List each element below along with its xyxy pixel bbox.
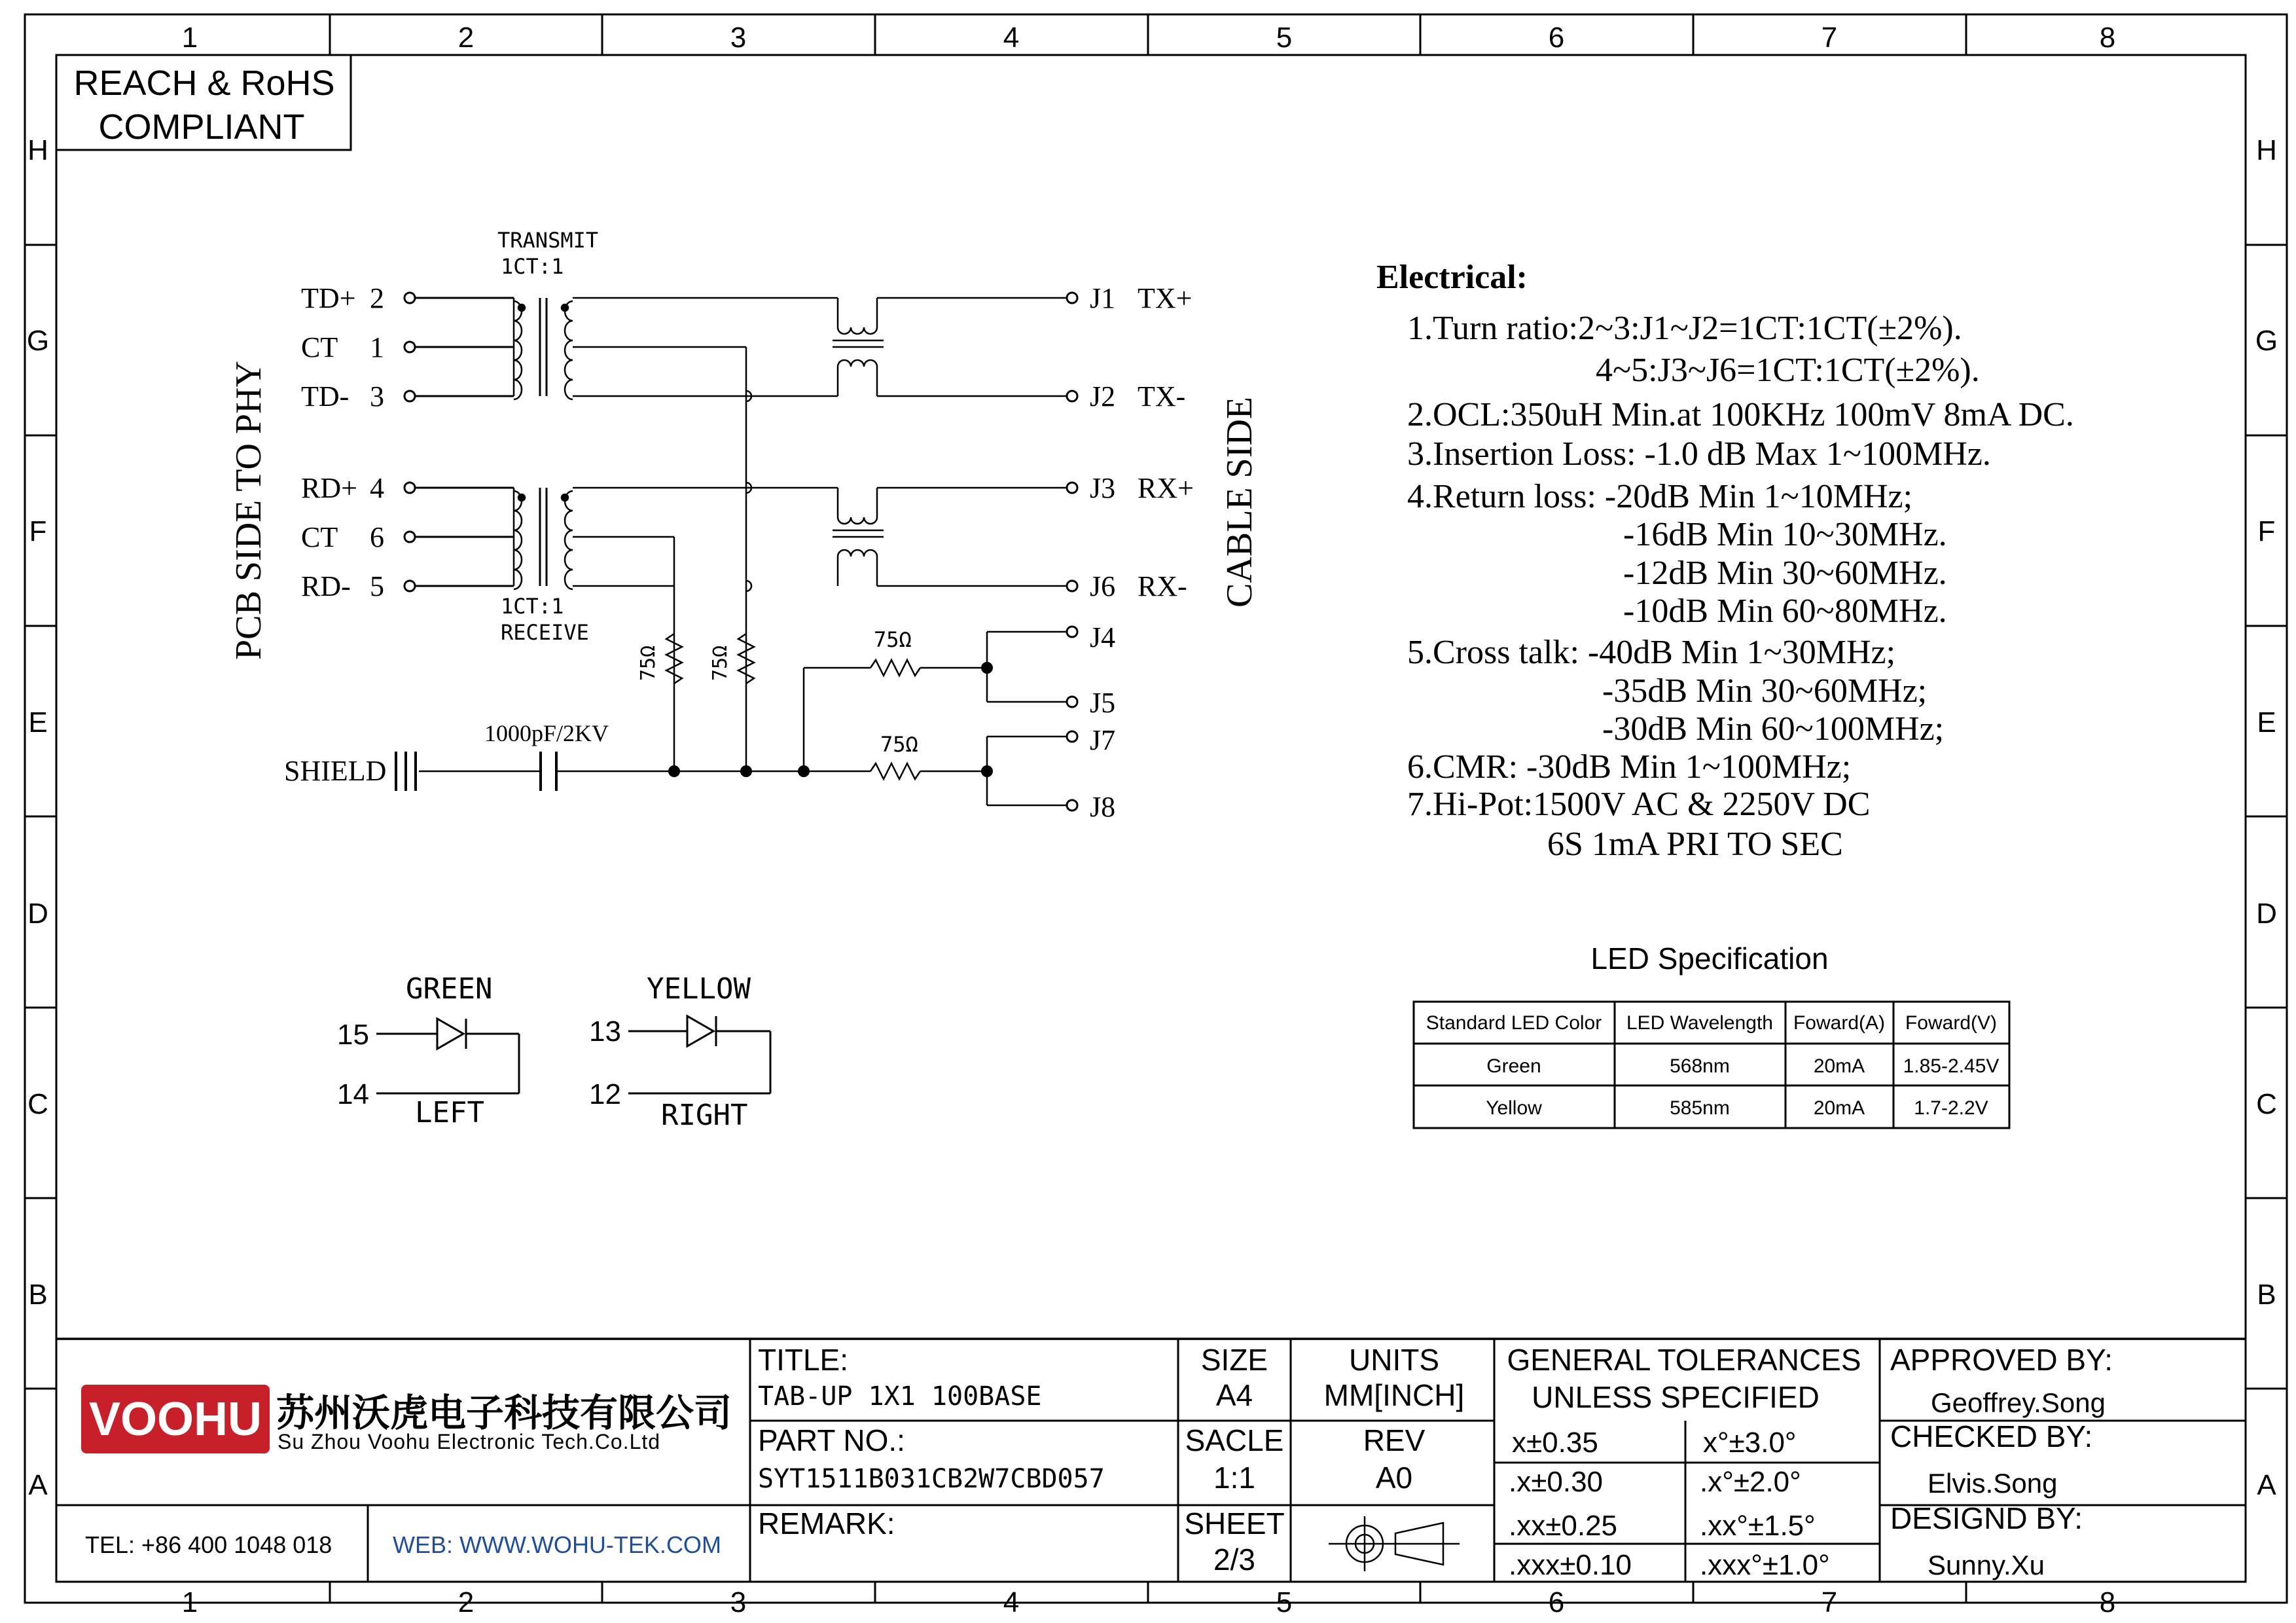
pin-number: 4 bbox=[370, 472, 384, 504]
rev-label: REV bbox=[1363, 1423, 1426, 1457]
resistor-label: 75Ω bbox=[874, 627, 912, 652]
electrical-heading: Electrical: bbox=[1376, 259, 1528, 296]
electrical-spec bbox=[1376, 259, 2074, 863]
tx-transformer bbox=[514, 298, 838, 399]
scale-value: 1:1 bbox=[1213, 1461, 1255, 1495]
spec-line: 6.CMR: -30dB Min 1~100MHz; bbox=[1407, 748, 1852, 786]
tolerance-angular: .xxx°±1.0° bbox=[1700, 1549, 1830, 1581]
pin-number: J7 bbox=[1090, 724, 1116, 756]
col-label: 5 bbox=[1276, 1586, 1293, 1618]
pin-name: TX- bbox=[1138, 380, 1186, 412]
pin-number: J2 bbox=[1090, 380, 1116, 412]
spec-line: 1.Turn ratio:2~3:J1~J2=1CT:1CT(±2%). bbox=[1407, 310, 1962, 347]
resistor-label: 75Ω bbox=[709, 645, 732, 681]
col-label: 6 bbox=[1548, 1586, 1565, 1618]
magnetics-schematic bbox=[228, 228, 1260, 823]
compliance-line1: REACH & RoHS bbox=[73, 64, 335, 103]
led-color-label: YELLOW bbox=[647, 972, 751, 1006]
tolerance-angular: .x°±2.0° bbox=[1700, 1466, 1801, 1498]
left-pin-terminals bbox=[404, 293, 514, 591]
pin-number: J5 bbox=[1090, 687, 1116, 719]
transmit-ratio: 1CT:1 bbox=[501, 254, 564, 279]
tolerances-subheading: UNLESS SPECIFIED bbox=[1532, 1380, 1820, 1414]
left-pins bbox=[301, 282, 384, 602]
shield-label: SHIELD bbox=[284, 755, 387, 787]
receive-ratio: 1CT:1 bbox=[501, 594, 564, 619]
approved-label: APPROVED BY: bbox=[1890, 1343, 2113, 1377]
row-label: A bbox=[2257, 1469, 2276, 1501]
row-label: B bbox=[28, 1279, 48, 1311]
col-label: 7 bbox=[1821, 22, 1838, 54]
pin-name: RX+ bbox=[1138, 472, 1194, 504]
spec-line: -35dB Min 30~60MHz; bbox=[1602, 672, 1928, 710]
led-pin-b: 14 bbox=[337, 1078, 369, 1110]
title-label: TITLE: bbox=[758, 1343, 849, 1377]
col-label: 6 bbox=[1548, 22, 1565, 54]
col-label: 5 bbox=[1276, 22, 1293, 54]
pin-number: 2 bbox=[370, 282, 384, 314]
projection-symbol-icon bbox=[1329, 1516, 1460, 1571]
resistor-label: 75Ω bbox=[637, 645, 660, 681]
col-label: 4 bbox=[1003, 22, 1020, 54]
rx-transformer bbox=[514, 488, 838, 589]
col-label: 3 bbox=[730, 22, 747, 54]
compliance-box bbox=[56, 55, 351, 150]
title-value: TAB-UP 1X1 100BASE bbox=[758, 1381, 1042, 1412]
led-pin-a: 15 bbox=[337, 1019, 369, 1051]
table-cell: 1.7-2.2V bbox=[1914, 1097, 1988, 1119]
led-spec-title: LED Specification bbox=[1590, 941, 1829, 976]
row-label: G bbox=[2255, 325, 2278, 357]
led-pin-a: 13 bbox=[589, 1015, 621, 1048]
pin-name: TX+ bbox=[1138, 282, 1193, 314]
spec-line: 4~5:J3~J6=1CT:1CT(±2%). bbox=[1596, 352, 1980, 389]
center-taps bbox=[573, 347, 746, 771]
tolerance-linear: .xxx±0.10 bbox=[1509, 1549, 1632, 1581]
tolerance-angular: .xx°±1.5° bbox=[1700, 1510, 1816, 1542]
col-label: 2 bbox=[457, 1586, 475, 1618]
title-block bbox=[56, 1339, 2246, 1582]
spec-line: 5.Cross talk: -40dB Min 1~30MHz; bbox=[1407, 634, 1896, 671]
col-label: 3 bbox=[730, 1586, 747, 1618]
size-value: A4 bbox=[1215, 1378, 1253, 1412]
pin-name: RD+ bbox=[301, 472, 357, 504]
transmit-label: TRANSMIT bbox=[497, 228, 599, 253]
row-label: H bbox=[2256, 134, 2277, 166]
col-label: 7 bbox=[1821, 1586, 1838, 1618]
spec-line: 3.Insertion Loss: -1.0 dB Max 1~100MHz. bbox=[1407, 435, 1991, 473]
sheet-value: 2/3 bbox=[1213, 1542, 1255, 1577]
table-cell: Green bbox=[1486, 1055, 1541, 1077]
tolerances-heading: GENERAL TOLERANCES bbox=[1507, 1343, 1861, 1377]
spec-line: -30dB Min 60~100MHz; bbox=[1602, 710, 1945, 748]
cm-choke-rx bbox=[833, 488, 1067, 586]
led-side-label: RIGHT bbox=[661, 1099, 748, 1132]
right-pins bbox=[1090, 282, 1194, 823]
row-label: A bbox=[28, 1469, 48, 1501]
table-cell: 20mA bbox=[1813, 1097, 1865, 1119]
sheet-label: SHEET bbox=[1184, 1506, 1285, 1541]
led-pin-b: 12 bbox=[589, 1078, 621, 1110]
col-label: 1 bbox=[181, 1586, 198, 1618]
company-name-en: Su Zhou Voohu Electronic Tech.Co.Ltd bbox=[278, 1430, 661, 1453]
tolerance-linear: x±0.35 bbox=[1512, 1427, 1598, 1459]
table-header: Foward(V) bbox=[1905, 1012, 1998, 1034]
row-label: C bbox=[27, 1088, 48, 1120]
col-label: 1 bbox=[181, 22, 198, 54]
led-spec-table bbox=[1414, 941, 2009, 1128]
pin-number: J1 bbox=[1090, 282, 1116, 314]
part-label: PART NO.: bbox=[758, 1423, 905, 1457]
size-label: SIZE bbox=[1200, 1343, 1268, 1377]
row-labels-right bbox=[2255, 134, 2278, 1501]
row-label: C bbox=[2256, 1088, 2277, 1120]
pin-number: J8 bbox=[1090, 791, 1116, 823]
spec-line: 4.Return loss: -20dB Min 1~10MHz; bbox=[1407, 478, 1913, 515]
remark-label: REMARK: bbox=[758, 1506, 895, 1541]
spec-line: -12dB Min 30~60MHz. bbox=[1623, 555, 1947, 592]
checked-value: Elvis.Song bbox=[1928, 1468, 2058, 1499]
tolerance-linear: .x±0.30 bbox=[1509, 1466, 1604, 1498]
company-name-cn: 苏州沃虎电子科技有限公司 bbox=[276, 1392, 732, 1434]
row-label: B bbox=[2257, 1279, 2276, 1311]
row-label: G bbox=[26, 325, 50, 357]
table-header: LED Wavelength bbox=[1626, 1012, 1774, 1034]
table-cell: 1.85-2.45V bbox=[1903, 1055, 2000, 1077]
row-label: D bbox=[2256, 898, 2277, 930]
compliance-line2: COMPLIANT bbox=[98, 107, 305, 147]
col-label: 8 bbox=[2099, 1586, 2116, 1618]
row-label: F bbox=[2257, 515, 2276, 547]
pin-name: RX- bbox=[1138, 570, 1187, 602]
table-cell: 568nm bbox=[1670, 1055, 1730, 1077]
spec-line: 2.OCL:350uH Min.at 100KHz 100mV 8mA DC. bbox=[1407, 396, 2074, 433]
checked-label: CHECKED BY: bbox=[1890, 1419, 2093, 1453]
approved-value: Geoffrey.Song bbox=[1931, 1387, 2106, 1418]
row-labels-left bbox=[27, 134, 49, 1501]
telephone: TEL: +86 400 1048 018 bbox=[85, 1531, 332, 1558]
designed-label: DESIGND BY: bbox=[1890, 1501, 2083, 1535]
receive-label: RECEIVE bbox=[501, 620, 589, 645]
row-label: D bbox=[27, 898, 48, 930]
pin-number: J6 bbox=[1090, 570, 1116, 602]
spec-line: 7.Hi-Pot:1500V AC & 2250V DC bbox=[1407, 786, 1871, 823]
pin-number: 3 bbox=[370, 380, 384, 412]
spec-line: -16dB Min 10~30MHz. bbox=[1623, 516, 1947, 553]
led-yellow-diagram bbox=[589, 972, 770, 1132]
col-label: 2 bbox=[457, 22, 475, 54]
website-link[interactable]: WEB: WWW.WOHU-TEK.COM bbox=[393, 1531, 721, 1558]
led-side-label: LEFT bbox=[415, 1096, 484, 1129]
table-header: Foward(A) bbox=[1793, 1012, 1886, 1034]
cm-choke-tx bbox=[833, 298, 1067, 396]
table-cell: Yellow bbox=[1486, 1097, 1542, 1119]
pin-name: RD- bbox=[301, 570, 351, 602]
spec-line: -10dB Min 60~80MHz. bbox=[1623, 593, 1947, 630]
cable-side-label: CABLE SIDE bbox=[1219, 397, 1260, 608]
pin-name: TD+ bbox=[301, 282, 356, 314]
led-color-label: GREEN bbox=[406, 972, 493, 1006]
table-cell: 20mA bbox=[1813, 1055, 1865, 1077]
rev-value: A0 bbox=[1375, 1461, 1413, 1495]
capacitor-label: 1000pF/2KV bbox=[484, 720, 609, 746]
part-number: SYT1511B031CB2W7CBD057 bbox=[758, 1464, 1105, 1494]
pcb-side-label: PCB SIDE TO PHY bbox=[228, 361, 269, 660]
row-label: E bbox=[2257, 706, 2276, 739]
units-value: MM[INCH] bbox=[1323, 1378, 1465, 1412]
row-label: F bbox=[29, 515, 47, 547]
row-label: H bbox=[27, 134, 48, 166]
col-label: 8 bbox=[2099, 22, 2116, 54]
pin-number: J4 bbox=[1090, 621, 1116, 653]
resistor-label: 75Ω bbox=[880, 732, 918, 757]
designed-value: Sunny.Xu bbox=[1928, 1550, 2045, 1580]
pin-number: 6 bbox=[370, 521, 384, 553]
tolerance-angular: x°±3.0° bbox=[1703, 1427, 1797, 1459]
spec-line: 6S 1mA PRI TO SEC bbox=[1547, 826, 1843, 863]
company-logo: VOOHU bbox=[88, 1393, 262, 1446]
units-label: UNITS bbox=[1349, 1343, 1439, 1377]
led-green-diagram bbox=[337, 972, 519, 1129]
pin-name: CT bbox=[301, 331, 338, 363]
right-pin-terminals bbox=[1067, 293, 1077, 811]
pin-number: 1 bbox=[370, 331, 384, 363]
table-header: Standard LED Color bbox=[1426, 1012, 1602, 1034]
pin-number: J3 bbox=[1090, 472, 1116, 504]
pin-number: 5 bbox=[370, 570, 384, 602]
pin-name: CT bbox=[301, 521, 338, 553]
pin-name: TD- bbox=[301, 380, 350, 412]
scale-label: SACLE bbox=[1185, 1423, 1284, 1457]
row-label: E bbox=[28, 706, 48, 739]
col-label: 4 bbox=[1003, 1586, 1020, 1618]
table-cell: 585nm bbox=[1670, 1097, 1730, 1119]
tolerance-linear: .xx±0.25 bbox=[1509, 1510, 1618, 1542]
